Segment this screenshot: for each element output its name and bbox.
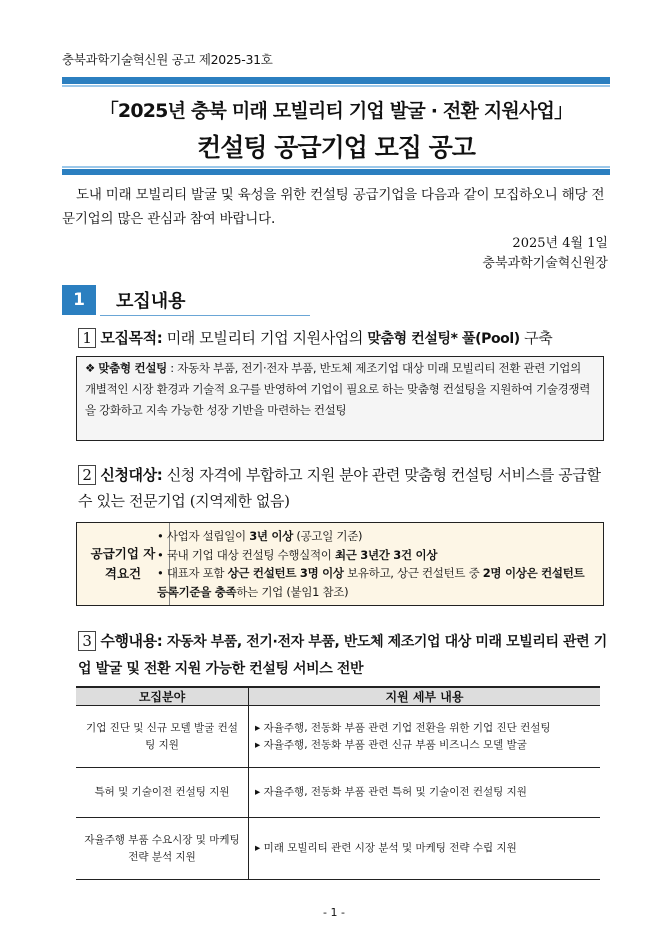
item1-heading (78, 327, 552, 348)
item3-number: 3 (78, 631, 96, 651)
item2-heading (78, 462, 618, 514)
row-field: 자율주행 부품 수요시장 및 마케팅 전략 분석 지원 (76, 818, 249, 880)
title-line-1: 「2025년 충북 미래 모빌리티 기업 발굴 · 전환 지원사업」 (99, 100, 573, 122)
item3-heading (78, 628, 618, 682)
item3-text: 자동차 부품, 전기·전자 부품, 반도체 제조기업 대상 미래 모빌리티 관련 기업 발굴 및 전환 지원 가능한 컨설팅 서비스 전반 (78, 634, 607, 677)
item1-text: 미래 모빌리티 기업 지원사업의 (162, 329, 368, 347)
note-term: 맞춤형 컨설팅 (98, 361, 167, 375)
item1-tail: 구축 (519, 329, 553, 347)
issuer: 충북과학기술혁신원장 (482, 256, 608, 271)
qualification-3: • 대표자 포함 상근 컨설턴트 3명 이상 보유하고, 상근 컨설턴트 중 2명 이상은 컨설턴트 등록기준을 충족하는 기업 (붙임1 참조) (157, 566, 585, 599)
section-title: 모집내용 (116, 291, 186, 312)
row-field: 기업 진단 및 신규 모델 발굴 컨설팅 지원 (76, 706, 249, 768)
item1-label: 모집목적: (100, 329, 163, 347)
table-header-row (76, 687, 600, 706)
qualification-box (76, 522, 604, 606)
col-header-details: 지원 세부 내용 (249, 687, 601, 706)
row-field: 특허 및 기술이전 컨설팅 지원 (76, 768, 249, 818)
item1-note (77, 357, 603, 421)
section-underline (100, 315, 310, 316)
item3-label: 수행내용: (100, 632, 163, 650)
section-number: 1 (62, 285, 96, 315)
table-row (76, 818, 600, 880)
qualification-list (157, 527, 597, 601)
col-header-field: 모집분야 (76, 687, 249, 706)
item1-bold-text: 맞춤형 컨설팅* 풀(Pool) (367, 331, 520, 347)
item1-note-box (76, 356, 604, 441)
title-bar-top (62, 77, 610, 84)
qualification-2: • 국내 기업 대상 컨설팅 수행실적이 최근 3년간 3건 이상 (157, 547, 438, 562)
support-table (76, 686, 600, 880)
table-row (76, 768, 600, 818)
row-details: ▸ 미래 모빌리티 관련 시장 분석 및 마케팅 전략 수립 지원 (249, 818, 601, 880)
title-line-2: 컨설팅 공급기업 모집 공고 (197, 133, 475, 162)
item2-label: 신청대상: (100, 466, 163, 484)
note-marker: ❖ (85, 361, 96, 375)
title-bar-bottom-thin (62, 166, 610, 168)
qualification-1: • 사업자 설립일이 3년 이상 (공고일 기준) (157, 529, 363, 543)
doc-number: 충북과학기술혁신원 공고 제2025-31호 (62, 52, 273, 67)
announcement-date: 2025년 4월 1일 (512, 236, 608, 251)
page-number: - 1 - (323, 906, 345, 919)
title-bar-top-thin (62, 85, 610, 87)
qualification-label: 공급기업 자격요건 (77, 523, 170, 605)
table-row (76, 706, 600, 768)
intro-paragraph: 도내 미래 모빌리티 발굴 및 육성을 위한 컨설팅 공급기업을 다음과 같이 모집하오니 해당 전문기업의 많은 관심과 참여 바랍니다. (62, 187, 605, 227)
row-details: ▸ 자율주행, 전동화 부품 관련 특허 및 기술이전 컨설팅 지원 (249, 768, 601, 818)
note-text: : 자동차 부품, 전기·전자 부품, 반도체 제조기업 대상 미래 모빌리티 전환 관련 기업의 개별적인 시장 환경과 기술적 요구를 반영하여 기업이 필요로 하는 맞춤형 컨설팅을 지원하여 기술경쟁력을 강화하고 지속 가능한 성장 기반을 마련하는 컨설팅 (85, 361, 591, 417)
title-bar-bottom (62, 169, 610, 175)
item2-text: 신청 자격에 부합하고 지원 분야 관련 맞춤형 컨설팅 서비스를 공급할 수 있는 전문기업 (지역제한 없음) (78, 466, 601, 510)
item1-number: 1 (78, 328, 96, 348)
row-details: ▸ 자율주행, 전동화 부품 관련 기업 전환을 위한 기업 진단 컨설팅 ▸ 자율주행, 전동화 부품 관련 신규 부품 비즈니스 모델 발굴 (249, 706, 601, 768)
item2-number: 2 (78, 465, 96, 485)
